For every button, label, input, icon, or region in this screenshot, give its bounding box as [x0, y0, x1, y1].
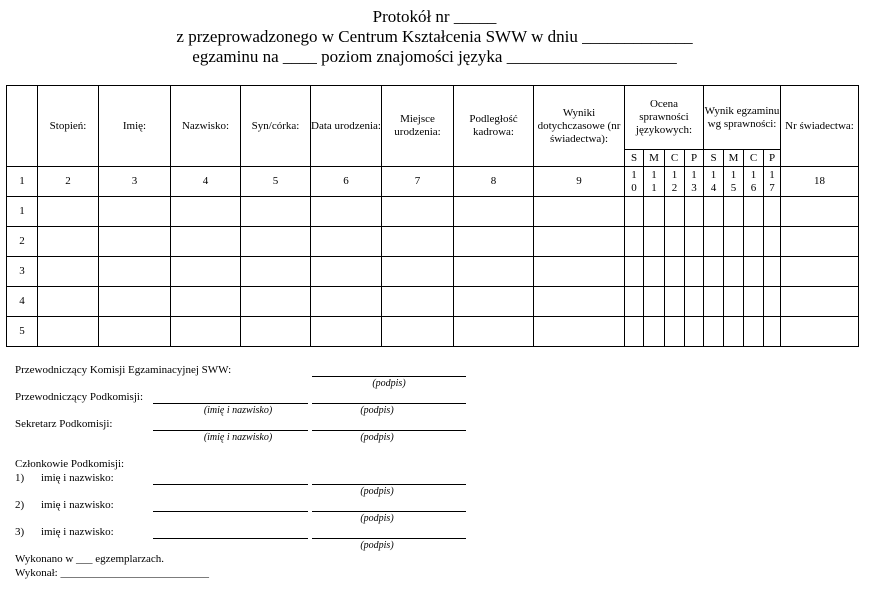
- row-number: 4: [7, 287, 38, 317]
- col-header-first-name: Imię:: [99, 86, 171, 167]
- table-cell[interactable]: [665, 317, 685, 347]
- member-signature-line[interactable]: [312, 511, 466, 512]
- signature-caption: (podpis): [372, 378, 406, 389]
- table-cell[interactable]: [764, 317, 781, 347]
- table-cell[interactable]: [99, 287, 171, 317]
- skill-m: M: [644, 150, 665, 167]
- col-header-birth-date: Data urodzenia:: [311, 86, 382, 167]
- member-label: imię i nazwisko:: [41, 526, 114, 538]
- table-cell[interactable]: [704, 287, 724, 317]
- members-title: Członkowie Podkomisji:: [15, 458, 125, 470]
- protocol-subtitle: z przeprowadzonego w Centrum Kształcenia SWW w dniu _____________: [176, 27, 693, 46]
- name-caption: (imię i nazwisko): [203, 405, 273, 416]
- table-cell[interactable]: [454, 197, 534, 227]
- table-cell[interactable]: [171, 257, 241, 287]
- table-cell[interactable]: [644, 227, 665, 257]
- signature-caption: (podpis): [360, 513, 394, 524]
- table-cell[interactable]: [171, 287, 241, 317]
- table-cell[interactable]: [685, 227, 704, 257]
- table-cell[interactable]: [38, 197, 99, 227]
- table-cell[interactable]: [382, 287, 454, 317]
- secretary-label: Sekretarz Podkomisji:: [15, 418, 113, 430]
- table-cell[interactable]: [454, 227, 534, 257]
- col-number: 9: [534, 167, 625, 197]
- col-header-birth-place: Miejsce urodzenia:: [382, 86, 454, 167]
- col-number: 3: [99, 167, 171, 197]
- table-cell[interactable]: [781, 227, 859, 257]
- col-number: 1: [7, 167, 38, 197]
- table-cell[interactable]: [724, 197, 744, 227]
- chair-subcommission-label: Przewodniczący Podkomisji:: [15, 391, 144, 403]
- table-row: [7, 317, 859, 347]
- table-cell[interactable]: [99, 317, 171, 347]
- table-cell[interactable]: [704, 227, 724, 257]
- table-cell[interactable]: [534, 257, 625, 287]
- table-cell[interactable]: [311, 257, 382, 287]
- table-cell[interactable]: [781, 257, 859, 287]
- table-cell[interactable]: [311, 227, 382, 257]
- protocol-exam-level: egzaminu na ____ poziom znajomości języka ____________________: [192, 47, 677, 66]
- table-cell[interactable]: [744, 227, 764, 257]
- table-cell[interactable]: [241, 257, 311, 287]
- signature-caption: (podpis): [360, 486, 394, 497]
- col-header-index: [7, 86, 38, 167]
- member-label: imię i nazwisko:: [41, 499, 114, 511]
- chair-commission-signature-line[interactable]: [312, 376, 466, 377]
- table-cell[interactable]: [625, 227, 644, 257]
- secretary-signature-line[interactable]: [312, 430, 466, 431]
- table-cell[interactable]: [685, 257, 704, 287]
- table-cell[interactable]: [781, 287, 859, 317]
- table-cell[interactable]: [781, 317, 859, 347]
- table-cell[interactable]: [665, 227, 685, 257]
- table-cell[interactable]: [744, 257, 764, 287]
- table-cell[interactable]: [724, 287, 744, 317]
- col-number: 2: [38, 167, 99, 197]
- table-cell[interactable]: [311, 287, 382, 317]
- member-number: 1): [15, 472, 25, 484]
- col-header-son-daughter: Syn/córka:: [241, 86, 311, 167]
- col-number: 18: [781, 167, 859, 197]
- col-number: 8: [454, 167, 534, 197]
- table-cell[interactable]: [382, 317, 454, 347]
- table-cell[interactable]: [241, 317, 311, 347]
- row-number: 1: [7, 197, 38, 227]
- table-cell[interactable]: [764, 287, 781, 317]
- table-row: [7, 227, 859, 257]
- secretary-name-line[interactable]: [153, 430, 308, 431]
- table-row: [7, 197, 859, 227]
- table-cell[interactable]: [625, 257, 644, 287]
- table-cell[interactable]: [38, 317, 99, 347]
- result-c: C: [744, 150, 764, 167]
- table-cell[interactable]: [625, 317, 644, 347]
- skill-p: P: [685, 150, 704, 167]
- table-cell[interactable]: [724, 317, 744, 347]
- col-number: 6: [311, 167, 382, 197]
- member-signature-line[interactable]: [312, 538, 466, 539]
- row-number: 5: [7, 317, 38, 347]
- table-cell[interactable]: [311, 317, 382, 347]
- table-cell[interactable]: [382, 197, 454, 227]
- table-cell[interactable]: [764, 227, 781, 257]
- result-m: M: [724, 150, 744, 167]
- result-s: S: [704, 150, 724, 167]
- table-cell[interactable]: [685, 287, 704, 317]
- table-cell[interactable]: [534, 287, 625, 317]
- table-cell[interactable]: [764, 257, 781, 287]
- result-p: P: [764, 150, 781, 167]
- col-header-skill-assessment: Ocena sprawności językowych:: [625, 86, 704, 150]
- chair-commission-label: Przewodniczący Komisji Egzaminacyjnej SWW:: [15, 364, 232, 376]
- table-cell[interactable]: [38, 257, 99, 287]
- table-cell[interactable]: [454, 287, 534, 317]
- col-header-certificate-no: Nr świadectwa:: [781, 86, 859, 167]
- made-by-text: Wykonał: ___________________________: [15, 567, 209, 579]
- table-cell[interactable]: [644, 257, 665, 287]
- table-cell[interactable]: [704, 317, 724, 347]
- table-cell[interactable]: [171, 197, 241, 227]
- member-signature-line[interactable]: [312, 484, 466, 485]
- table-cell[interactable]: [744, 197, 764, 227]
- table-cell[interactable]: [171, 227, 241, 257]
- col-number: 4: [171, 167, 241, 197]
- table-row: [7, 287, 859, 317]
- table-cell[interactable]: [99, 257, 171, 287]
- table-cell[interactable]: [534, 317, 625, 347]
- col-header-subordination: Podległość kadrowa:: [454, 86, 534, 167]
- col-header-exam-result: Wynik egzaminu wg sprawności:: [704, 86, 781, 150]
- member-name-line[interactable]: [153, 538, 308, 539]
- member-name-line[interactable]: [153, 511, 308, 512]
- table-cell[interactable]: [625, 287, 644, 317]
- table-cell[interactable]: [382, 257, 454, 287]
- results-table: [6, 85, 859, 347]
- table-cell[interactable]: [704, 197, 724, 227]
- table-cell[interactable]: [764, 197, 781, 227]
- table-cell[interactable]: [241, 287, 311, 317]
- col-number: 1 4: [704, 167, 724, 197]
- signature-caption: (podpis): [360, 540, 394, 551]
- col-number: 1 7: [764, 167, 781, 197]
- table-cell[interactable]: [665, 197, 685, 227]
- protocol-title: Protokół nr _____: [372, 7, 497, 26]
- col-header-rank: Stopień:: [38, 86, 99, 167]
- table-cell[interactable]: [171, 317, 241, 347]
- chair-subcommission-signature-line[interactable]: [312, 403, 466, 404]
- table-cell[interactable]: [454, 317, 534, 347]
- skill-s: S: [625, 150, 644, 167]
- table-cell[interactable]: [382, 227, 454, 257]
- table-cell[interactable]: [644, 287, 665, 317]
- table-cell[interactable]: [665, 257, 685, 287]
- col-number: 1 6: [744, 167, 764, 197]
- col-number: 1 0: [625, 167, 644, 197]
- table-cell[interactable]: [644, 317, 665, 347]
- table-cell[interactable]: [744, 317, 764, 347]
- row-number: 2: [7, 227, 38, 257]
- member-label: imię i nazwisko:: [41, 472, 114, 484]
- table-cell[interactable]: [241, 227, 311, 257]
- name-caption: (imię i nazwisko): [203, 432, 273, 443]
- table-cell[interactable]: [724, 257, 744, 287]
- table-row: [7, 257, 859, 287]
- table-cell[interactable]: [38, 227, 99, 257]
- table-cell[interactable]: [781, 197, 859, 227]
- row-number: 3: [7, 257, 38, 287]
- table-cell[interactable]: [241, 197, 311, 227]
- table-cell[interactable]: [644, 197, 665, 227]
- table-cell[interactable]: [38, 287, 99, 317]
- table-cell[interactable]: [685, 317, 704, 347]
- table-cell[interactable]: [99, 197, 171, 227]
- table-cell[interactable]: [625, 197, 644, 227]
- table-cell[interactable]: [665, 287, 685, 317]
- table-cell[interactable]: [704, 257, 724, 287]
- copies-count-text: Wykonano w ___ egzemplarzach.: [15, 553, 164, 565]
- col-header-surname: Nazwisko:: [171, 86, 241, 167]
- signature-caption: (podpis): [360, 432, 394, 443]
- table-cell[interactable]: [534, 197, 625, 227]
- col-number: 5: [241, 167, 311, 197]
- col-number: 1 2: [665, 167, 685, 197]
- member-name-line[interactable]: [153, 484, 308, 485]
- table-cell[interactable]: [685, 197, 704, 227]
- signature-caption: (podpis): [360, 405, 394, 416]
- table-cell[interactable]: [99, 227, 171, 257]
- table-cell[interactable]: [534, 227, 625, 257]
- member-number: 3): [15, 526, 25, 538]
- chair-subcommission-name-line[interactable]: [153, 403, 308, 404]
- skill-c: C: [665, 150, 685, 167]
- table-cell[interactable]: [724, 227, 744, 257]
- col-number: 7: [382, 167, 454, 197]
- table-cell[interactable]: [744, 287, 764, 317]
- col-number: 1 5: [724, 167, 744, 197]
- table-cell[interactable]: [454, 257, 534, 287]
- col-number: 1 1: [644, 167, 665, 197]
- table-cell[interactable]: [311, 197, 382, 227]
- col-number: 1 3: [685, 167, 704, 197]
- member-number: 2): [15, 499, 25, 511]
- col-header-previous-results: Wyniki dotychczasowe (nr świadectwa):: [534, 86, 625, 167]
